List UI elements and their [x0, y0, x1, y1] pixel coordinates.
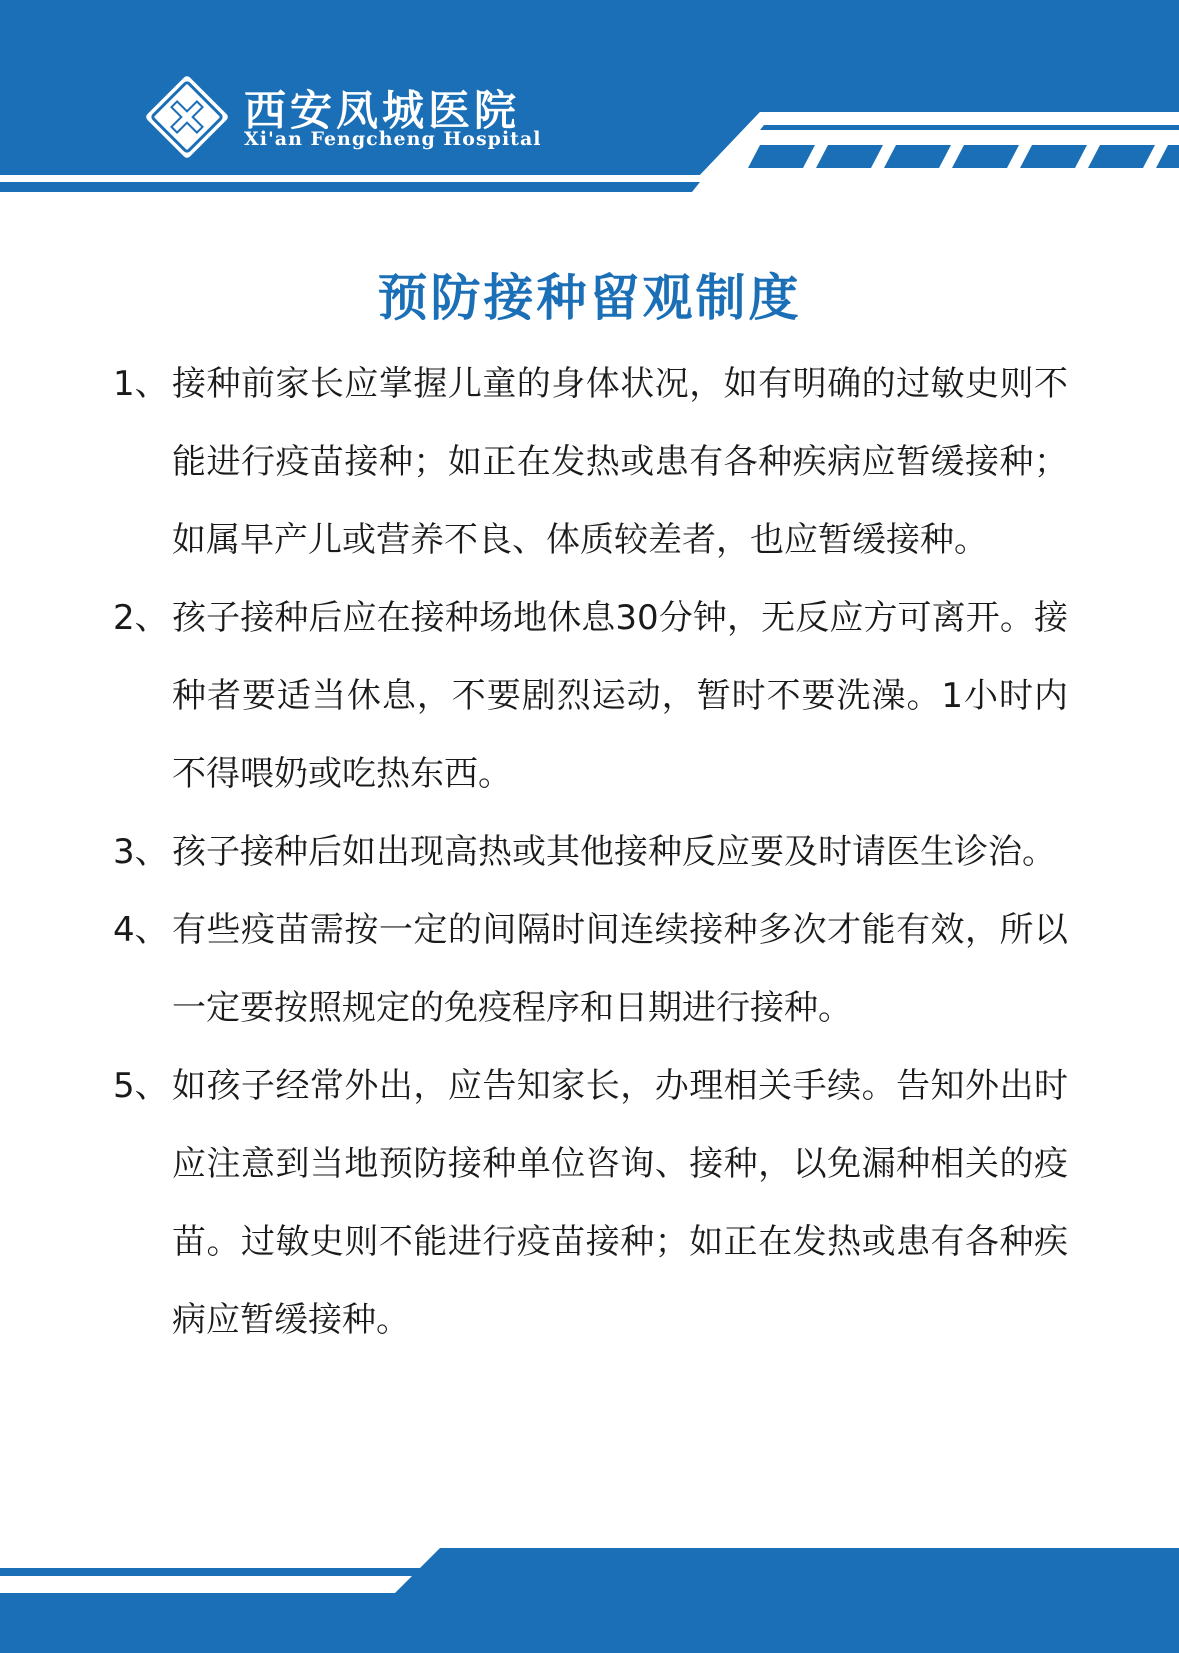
rule-number: 1、 [113, 364, 169, 404]
rule-number: 2、 [113, 598, 169, 638]
rule-item-5 [113, 1047, 1068, 1359]
footer-banner [0, 1548, 1179, 1653]
hospital-name-en: Xi'an Fengcheng Hospital [244, 128, 542, 150]
rule-text: 孩子接种后如出现高热或其他接种反应要及时请医生诊治。 [172, 832, 1056, 872]
hospital-name-cn: 西安凤城医院 [244, 86, 521, 135]
rule-text: 孩子接种后应在接种场地休息30分钟，无反应方可离开。接种者要适当休息，不要剧烈运动，暂时不要洗澡。1小时内不得喂奶或吃热东西。 [172, 598, 1068, 794]
rule-text: 接种前家长应掌握儿童的身体状况，如有明确的过敏史则不能进行疫苗接种；如正在发热或患有各种疾病应暂缓接种；如属早产儿或营养不良、体质较差者，也应暂缓接种。 [172, 364, 1068, 560]
rule-item-2 [113, 579, 1068, 813]
hospital-logo-icon [142, 72, 232, 162]
rule-item-4 [113, 891, 1068, 1047]
rules-list [113, 345, 1068, 1359]
page-title: 预防接种留观制度 [377, 269, 802, 327]
rule-number: 3、 [113, 832, 169, 872]
rule-item-3 [113, 813, 1068, 891]
rule-number: 5、 [113, 1066, 169, 1106]
rule-text: 有些疫苗需按一定的间隔时间连续接种多次才能有效，所以一定要按照规定的免疫程序和日期进行接种。 [172, 910, 1068, 1028]
rule-item-1 [113, 345, 1068, 579]
rule-number: 4、 [113, 910, 169, 950]
rule-text: 如孩子经常外出，应告知家长，办理相关手续。告知外出时应注意到当地预防接种单位咨询、接种，以免漏种相关的疫苗。过敏史则不能进行疫苗接种；如正在发热或患有各种疾病应暂缓接种。 [172, 1066, 1068, 1340]
